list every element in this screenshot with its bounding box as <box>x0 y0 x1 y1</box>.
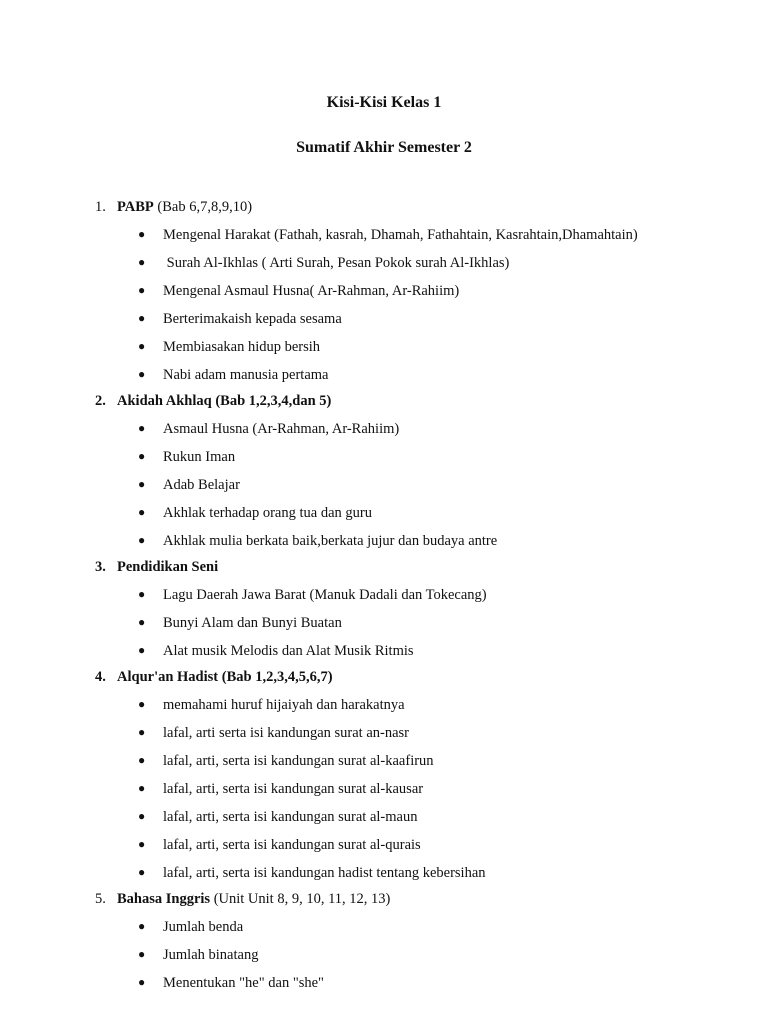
bullet-icon: ● <box>138 227 146 241</box>
document-title: Kisi-Kisi Kelas 1 <box>326 94 442 111</box>
list-item: ● Nabi adam manusia pertama <box>138 367 329 383</box>
bullet-icon: ● <box>138 255 146 269</box>
section-heading <box>95 559 218 576</box>
bullet-icon: ● <box>138 947 146 961</box>
list-item: ● Akhlak terhadap orang tua dan guru <box>138 505 372 521</box>
section-name: Alqur'an Hadist (Bab 1,2,3,4,5,6,7) <box>117 669 333 685</box>
bullet-icon: ● <box>138 809 146 823</box>
list-item: ● lafal, arti, serta isi kandungan surat al-qurais <box>138 837 421 853</box>
list-item: ● Mengenal Asmaul Husna( Ar-Rahman, Ar-Rahiim) <box>138 283 460 299</box>
section-detail: (Unit Unit 8, 9, 10, 11, 12, 13) <box>210 891 391 907</box>
bullet-icon: ● <box>138 587 146 601</box>
bullet-icon: ● <box>138 781 146 795</box>
list-item: ● Alat musik Melodis dan Alat Musik Ritmis <box>138 643 414 659</box>
list-item: ● lafal, arti, serta isi kandungan surat al-maun <box>138 809 418 825</box>
bullet-icon: ● <box>138 449 146 463</box>
section-name: Bahasa Inggris <box>117 891 211 907</box>
section-heading <box>95 393 331 410</box>
list-item: ● memahami huruf hijaiyah dan harakatnya <box>138 697 405 713</box>
section-heading <box>95 199 252 216</box>
list-item: ● Jumlah benda <box>138 919 244 935</box>
section-number: 5. <box>95 891 106 907</box>
section-number: 3. <box>95 559 106 575</box>
bullet-icon: ● <box>138 975 146 989</box>
bullet-icon: ● <box>138 753 146 767</box>
list-item: ● Membiasakan hidup bersih <box>138 339 321 355</box>
bullet-icon: ● <box>138 339 146 353</box>
list-item: ● Menentukan "he" dan "she" <box>138 975 324 991</box>
bullet-icon: ● <box>138 643 146 657</box>
section-heading <box>95 669 333 686</box>
bullet-icon: ● <box>138 919 146 933</box>
list-item: ● lafal, arti, serta isi kandungan surat al-kausar <box>138 781 424 797</box>
bullet-icon: ● <box>138 865 146 879</box>
section-number: 1. <box>95 199 106 215</box>
list-item: ● lafal, arti, serta isi kandungan hadist tentang kebersihan <box>138 865 486 881</box>
section-name: PABP <box>117 199 154 215</box>
list-item: ● Mengenal Harakat (Fathah, kasrah, Dhamah, Fathahtain, Kasrahtain,Dhamahtain) <box>138 227 638 243</box>
bullet-icon: ● <box>138 505 146 519</box>
section-name: Akidah Akhlaq (Bab 1,2,3,4,dan 5) <box>117 393 332 409</box>
bullet-icon: ● <box>138 615 146 629</box>
list-item: ● Berterimakaish kepada sesama <box>138 311 342 327</box>
list-item: ● Akhlak mulia berkata baik,berkata jujur dan budaya antre <box>138 533 498 549</box>
bullet-icon: ● <box>138 421 146 435</box>
bullet-icon: ● <box>138 837 146 851</box>
list-item: ● Adab Belajar <box>138 477 240 493</box>
list-item: ● Rukun Iman <box>138 449 236 465</box>
bullet-icon: ● <box>138 697 146 711</box>
bullet-icon: ● <box>138 725 146 739</box>
list-item: ● Surah Al-Ikhlas ( Arti Surah, Pesan Pokok surah Al-Ikhlas) <box>138 255 510 271</box>
list-item: ● Lagu Daerah Jawa Barat (Manuk Dadali dan Tokecang) <box>138 587 487 603</box>
list-item: ● Bunyi Alam dan Bunyi Buatan <box>138 615 342 631</box>
section-heading <box>95 891 390 908</box>
section-number: 2. <box>95 393 106 409</box>
list-item: ● Jumlah binatang <box>138 947 259 963</box>
list-item: ● lafal, arti, serta isi kandungan surat al-kaafirun <box>138 753 434 769</box>
section-number: 4. <box>95 669 106 685</box>
bullet-icon: ● <box>138 367 146 381</box>
bullet-icon: ● <box>138 533 146 547</box>
list-item: ● lafal, arti serta isi kandungan surat an-nasr <box>138 725 410 741</box>
document-subtitle: Sumatif Akhir Semester 2 <box>296 139 472 156</box>
section-name: Pendidikan Seni <box>117 559 219 575</box>
bullet-icon: ● <box>138 283 146 297</box>
bullet-icon: ● <box>138 311 146 325</box>
list-item: ● Asmaul Husna (Ar-Rahman, Ar-Rahiim) <box>138 421 400 437</box>
bullet-icon: ● <box>138 477 146 491</box>
section-detail: (Bab 6,7,8,9,10) <box>153 199 253 215</box>
